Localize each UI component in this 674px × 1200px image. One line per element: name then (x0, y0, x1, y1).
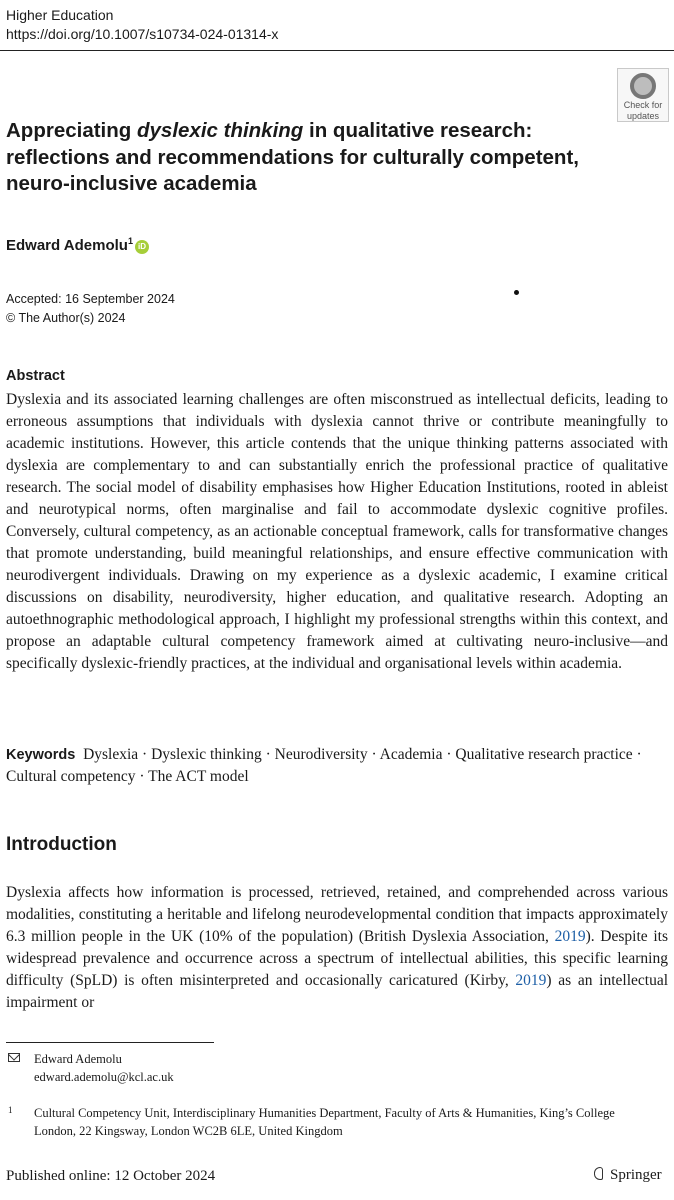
introduction-heading: Introduction (6, 834, 117, 855)
keywords-text: Dyslexia · Dyslexic thinking · Neurodiversity · Academia · Qualitative research practice · Cultural competency · The ACT model (6, 746, 642, 785)
correspondence-email[interactable]: edward.ademolu@kcl.ac.uk (34, 1070, 174, 1084)
check-for-updates-badge[interactable] (617, 68, 669, 122)
affiliation-text: Cultural Competency Unit, Interdisciplinary Humanities Department, Faculty of Arts & Humanities, King’s College London, 22 Kingsway, London WC2B 6LE, United Kingdom (34, 1106, 615, 1138)
crossmark-line1: Check for (623, 100, 663, 110)
introduction-text (6, 882, 668, 1014)
affiliation-mark: 1 (127, 236, 133, 246)
intro-segment: Dyslexia affects how information is processed, retrieved, retained, and comprehended across various modalities, constituting a heritable and lifelong neurodevelopmental condition that impacts approximately 6.3 million people in the UK (10% of the population) (British Dyslexia Association, (6, 884, 668, 945)
title-part1: Appreciating (6, 119, 137, 142)
orcid-icon[interactable]: iD (135, 240, 149, 254)
header-divider (0, 50, 674, 51)
published-date: Published online: 12 October 2024 (6, 1168, 216, 1184)
intro-segment: ) as an intellectual impairment or (6, 972, 669, 1011)
springer-horse-icon (592, 1167, 606, 1181)
footnote-divider (6, 1042, 214, 1043)
crossmark-line2: updates (626, 111, 660, 121)
publisher-logo (592, 1167, 662, 1184)
intro-segment: ). Despite its widespread prevalence and occurrence across a spectrum of intellectual abilities, this specific learning difficulty (SpLD) is often misinterpreted and occasionally caricatured (Kirby, (6, 928, 668, 989)
keywords-label: Keywords (6, 747, 76, 763)
copyright-notice: © The Author(s) 2024 (6, 311, 126, 325)
article-dates (6, 290, 175, 328)
author-name[interactable]: Edward Ademolu (6, 237, 128, 254)
crossmark-icon (630, 73, 656, 99)
citation-link[interactable]: 2019 (515, 972, 547, 989)
journal-name: Higher Education (6, 7, 114, 23)
envelope-icon (8, 1053, 20, 1062)
journal-header (6, 6, 278, 44)
keywords (6, 744, 668, 788)
dot-mark (514, 290, 519, 295)
accepted-date: Accepted: 16 September 2024 (6, 292, 175, 306)
publisher-name: Springer (610, 1167, 662, 1183)
title-italic: dyslexic thinking (137, 119, 304, 142)
citation-link[interactable]: 2019 (554, 928, 586, 945)
affiliation (8, 1104, 628, 1140)
affiliation-number: 1 (8, 1105, 13, 1115)
article-title (6, 118, 616, 198)
abstract-text: Dyslexia and its associated learning challenges are often misconstrued as intellectual deficits, leading to erroneous assumptions that individuals with dyslexia cannot thrive or contribute meaningfully to academic institutions. However, this article contends that the unique thinking patterns associated with dyslexia are complementary to and can substantially enrich the professional practice of qualitative research. The social model of disability emphasises how Higher Education Institutions, rooted in ableist and neurotypical norms, often marginalise and fail to accommodate dyslexic cognitive profiles. Conversely, cultural competency, as an actionable conceptual framework, calls for transformative changes that promote understanding, build meaningful relationships, and ensure effective communication with neurodivergent individuals. Drawing on my experience as a dyslexic academic, I examine critical discussions on disability, neurodiversity, higher education, and qualitative research. Adopting an autoethnographic methodological approach, I highlight my professional strengths within this context, and propose an adaptable cultural competency framework aimed at cultivating neuro-inclusive—and specifically dyslexic-friendly practices, at the individual and organisational levels within academia. (6, 391, 668, 672)
correspondence-name: Edward Ademolu (34, 1052, 122, 1066)
title-part2: in qualitative research: reflections and recommendations for culturally competent, neuro-inclusive academia (6, 119, 579, 195)
abstract-heading: Abstract (6, 368, 65, 384)
correspondence (8, 1050, 174, 1086)
doi-link[interactable]: https://doi.org/10.1007/s10734-024-01314-x (6, 26, 279, 42)
author-line (6, 236, 149, 254)
